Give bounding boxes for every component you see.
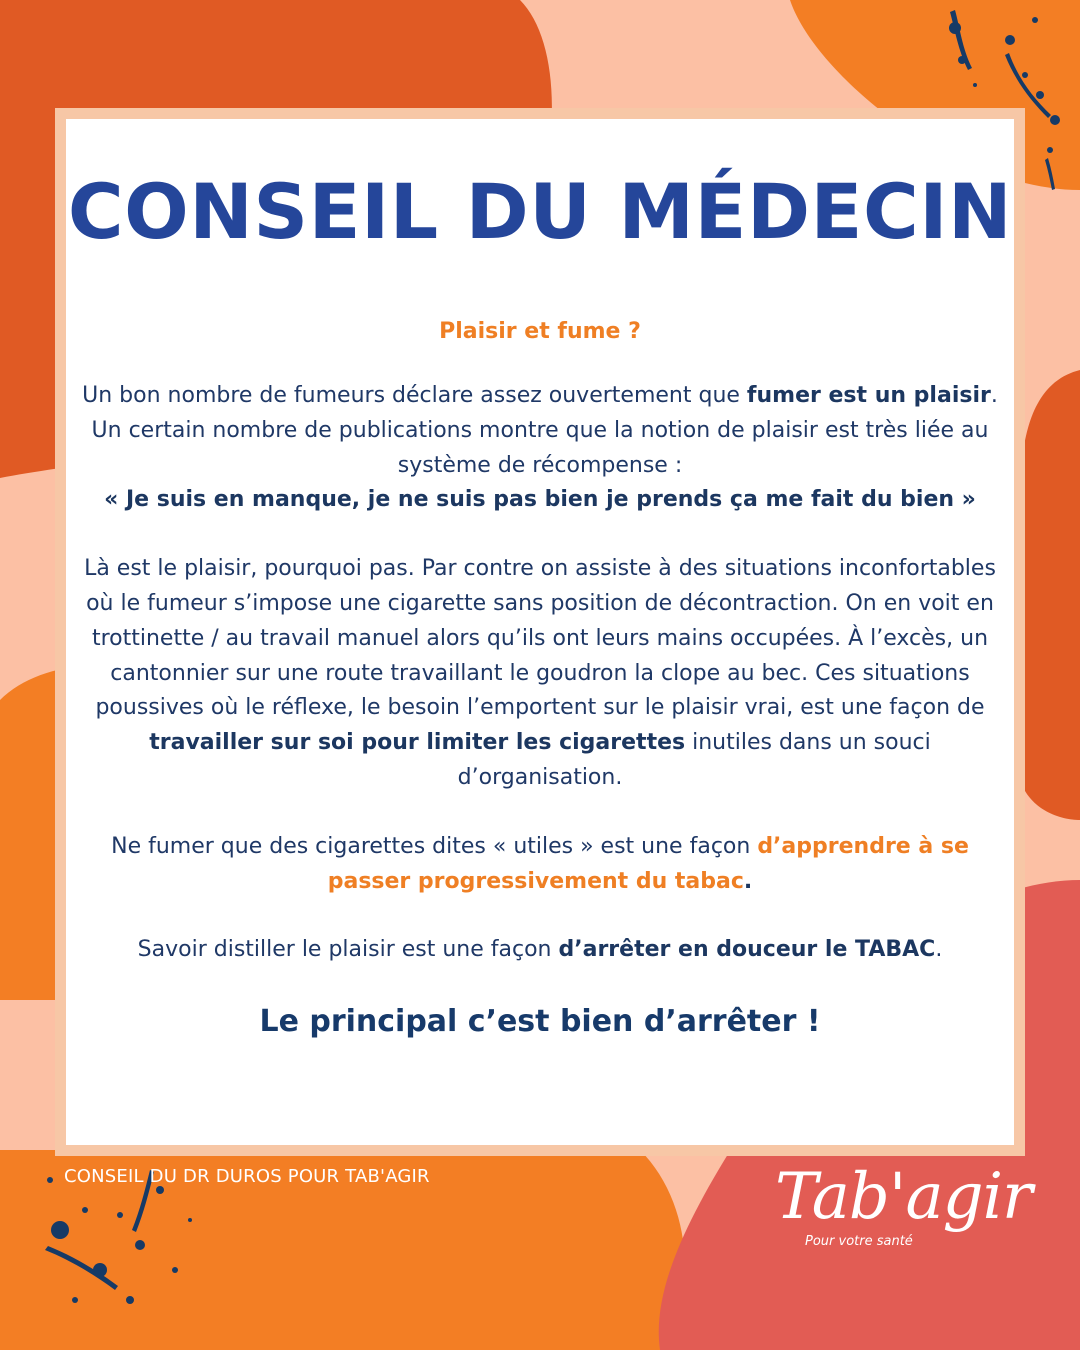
footer-credit: CONSEIL DU DR DUROS POUR TAB'AGIR [64, 1166, 430, 1187]
emphasis-text: travailler sur soi pour limiter les cigarettes [149, 730, 686, 756]
advice-card [55, 108, 1025, 1156]
smoker-quote: « Je suis en manque, je ne suis pas bien je prends ça me fait du bien » [104, 487, 976, 513]
paragraph-text: . Un certain nombre de publications montre que la notion de plaisir est très liée au système de récompense : [91, 383, 998, 478]
paragraph-pleasure [82, 379, 998, 518]
paragraph-text: Là est le plaisir, pourquoi pas. Par contre on assiste à des situations inconfortables où le fumeur s’impose une cigarette sans position de décontraction. On en voit en trottinette / au travail manuel alors qu’ils ont leurs mains occupées. À l’excès, un cantonnier sur une route travaillant le goudron la clope au bec. Ces situations poussives où le réflexe, le besoin l’emportent sur le plaisir vrai, est une façon de [84, 556, 996, 721]
emphasis-period: . [743, 868, 753, 894]
paragraph-text: Ne fumer que des cigarettes dites « utiles » est une façon [111, 833, 758, 859]
emphasis-text: d’arrêter en douceur le TABAC [558, 937, 936, 963]
paragraph-distill [82, 933, 998, 968]
paragraph-text: Savoir distiller le plaisir est une façon [137, 937, 559, 963]
section-subtitle: Plaisir et fume ? [439, 319, 641, 344]
paragraph-useful-cigarettes [82, 830, 998, 900]
page-title: CONSEIL DU MÉDECIN [67, 167, 1013, 256]
right-middle-blob [1020, 370, 1080, 820]
closing-statement: Le principal c’est bien d’arrêter ! [259, 1004, 821, 1040]
paragraph-text: . [935, 937, 943, 963]
tabagir-logo [775, 1160, 1035, 1260]
emphasis-text: fumer est un plaisir [746, 383, 991, 408]
paragraph-text: inutiles dans un souci d’organisation. [457, 730, 931, 790]
logo-tagline: Pour votre santé [805, 1234, 913, 1249]
paragraph-situations [82, 552, 998, 796]
emphasis-text-orange: d’apprendre à se passer progressivement du tabac [327, 833, 969, 894]
advice-content [82, 315, 998, 1042]
paragraph-text: Un bon nombre de fumeurs déclare assez ouvertement que [82, 383, 747, 408]
logo-wordmark: Tab'agir [775, 1160, 1032, 1234]
